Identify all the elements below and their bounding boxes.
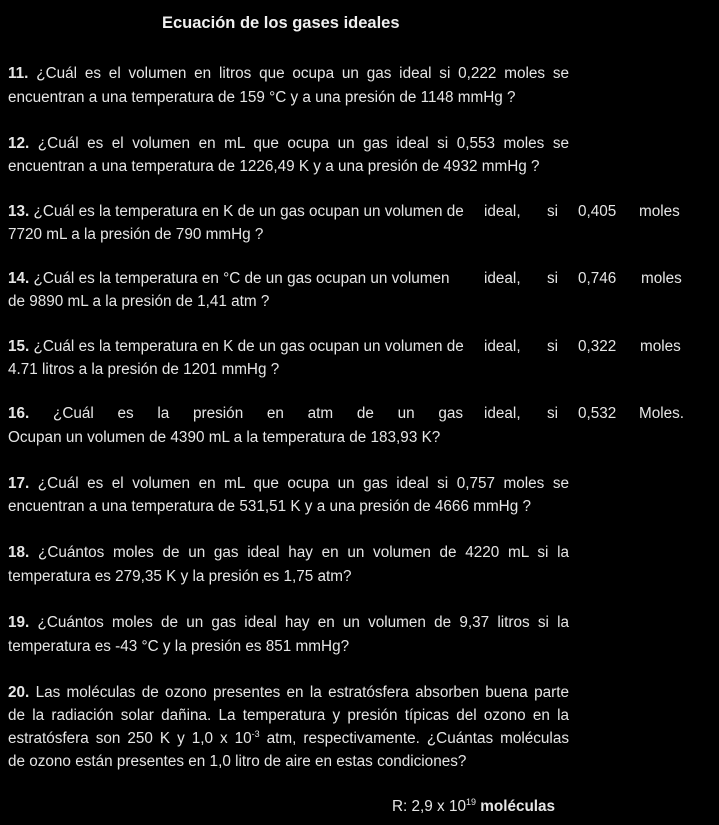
question-20-text-3b: atm, respectivamente. ¿Cuántas moléculas [259,730,569,747]
question-17-line-1 [8,473,569,495]
question-20-line-3 [8,728,569,750]
question-20-text-1: Las moléculas de ozono presentes en la estratósfera absorben buena parte [35,684,569,701]
question-15-si: si [547,338,559,355]
question-13-line-2: 7720 mL a la presión de 790 mmHg ? [8,226,264,243]
question-18-number: 18. [8,544,30,561]
question-16-line-2: Ocupan un volumen de 4390 mL a la temperatura de 183,93 K? [8,429,441,446]
question-14-text-1: ¿Cuál es la temperatura en °C de un gas ocupan un volumen [33,270,450,287]
question-13-text-1: ¿Cuál es la temperatura en K de un gas ocupan un volumen de [33,203,464,220]
question-15-line-1 [8,336,464,358]
question-18-line-2: temperatura es 279,35 K y la presión es 1,75 atm? [8,568,352,585]
question-13-si: si [547,203,559,220]
question-14-line-1 [8,268,450,290]
question-11-line-1 [8,63,569,85]
answer-prefix: R: 2,9 x 10 [392,798,466,815]
question-13-number: 13. [8,203,30,220]
answer [392,796,555,818]
question-16-moles-unit: Moles. [639,405,685,422]
question-18-line-1 [8,542,569,564]
page-title: Ecuación de los gases ideales [162,14,400,32]
question-15-moles-unit: moles [640,338,681,355]
question-20-text-3a: estratósfera son 250 K y 1,0 x 10 [8,730,252,747]
question-13-moles-value: 0,405 [578,203,617,220]
question-14-moles-unit: moles [641,270,682,287]
question-14-line-2: de 9890 mL a la presión de 1,41 atm ? [8,293,270,310]
answer-suffix: moléculas [476,798,556,815]
question-11-number: 11. [8,65,29,82]
question-15-number: 15. [8,338,30,355]
question-16-moles-value: 0,532 [578,405,617,422]
question-14-ideal: ideal, [484,270,521,287]
question-19-line-1 [8,612,569,634]
answer-exponent: 19 [465,797,476,807]
question-11-line-2: encuentran a una temperatura de 159 °C y a una presión de 1148 mmHg ? [8,89,516,106]
question-11-text-1: ¿Cuál es el volumen en litros que ocupa un gas ideal si 0,222 moles se [36,65,570,82]
question-19-text-1: ¿Cuántos moles de un gas ideal hay en un volumen de 9,37 litros si la [37,614,569,631]
question-16-si: si [547,405,559,422]
question-14-si: si [547,270,559,287]
question-19-number: 19. [8,614,30,631]
question-16-line-1 [8,403,463,425]
question-12-line-2: encuentran a una temperatura de 1226,49 K y a una presión de 4932 mmHg ? [8,158,540,175]
question-13-ideal: ideal, [484,203,521,220]
question-12-number: 12. [8,135,30,152]
question-19-line-2: temperatura es -43 °C y la presión es 851 mmHg? [8,638,350,655]
question-20-line-4: de ozono están presentes en 1,0 litro de aire en estas condiciones? [8,753,467,770]
question-15-moles-value: 0,322 [578,338,617,355]
question-12-line-1 [8,133,569,155]
question-17-line-2: encuentran a una temperatura de 531,51 K y a una presión de 4666 mmHg ? [8,498,531,515]
question-17-text-1: ¿Cuál es el volumen en mL que ocupa un gas ideal si 0,757 moles se [37,475,569,492]
question-16-ideal: ideal, [484,405,521,422]
question-18-text-1: ¿Cuántos moles de un gas ideal hay en un volumen de 4220 mL si la [37,544,570,561]
question-13-moles-unit: moles [639,203,680,220]
question-15-line-2: 4.71 litros a la presión de 1201 mmHg ? [8,361,280,378]
question-20-line-2: de la radiación solar dañina. La temperatura y presión típicas del ozono en la [8,707,569,724]
question-20-number: 20. [8,684,30,701]
question-20-exponent: -3 [251,729,260,739]
question-16-number: 16. [8,405,30,422]
question-12-text-1: ¿Cuál es el volumen en mL que ocupa un gas ideal si 0,553 moles se [37,135,569,152]
question-16-text-1: ¿Cuál es la presión en atm de un gas [53,405,464,422]
question-17-number: 17. [8,475,30,492]
question-13-line-1 [8,201,464,223]
question-15-ideal: ideal, [484,338,521,355]
question-14-number: 14. [8,270,30,287]
question-14-moles-value: 0,746 [578,270,617,287]
question-15-text-1: ¿Cuál es la temperatura en K de un gas ocupan un volumen de [33,338,464,355]
question-20-line-1 [8,682,569,704]
